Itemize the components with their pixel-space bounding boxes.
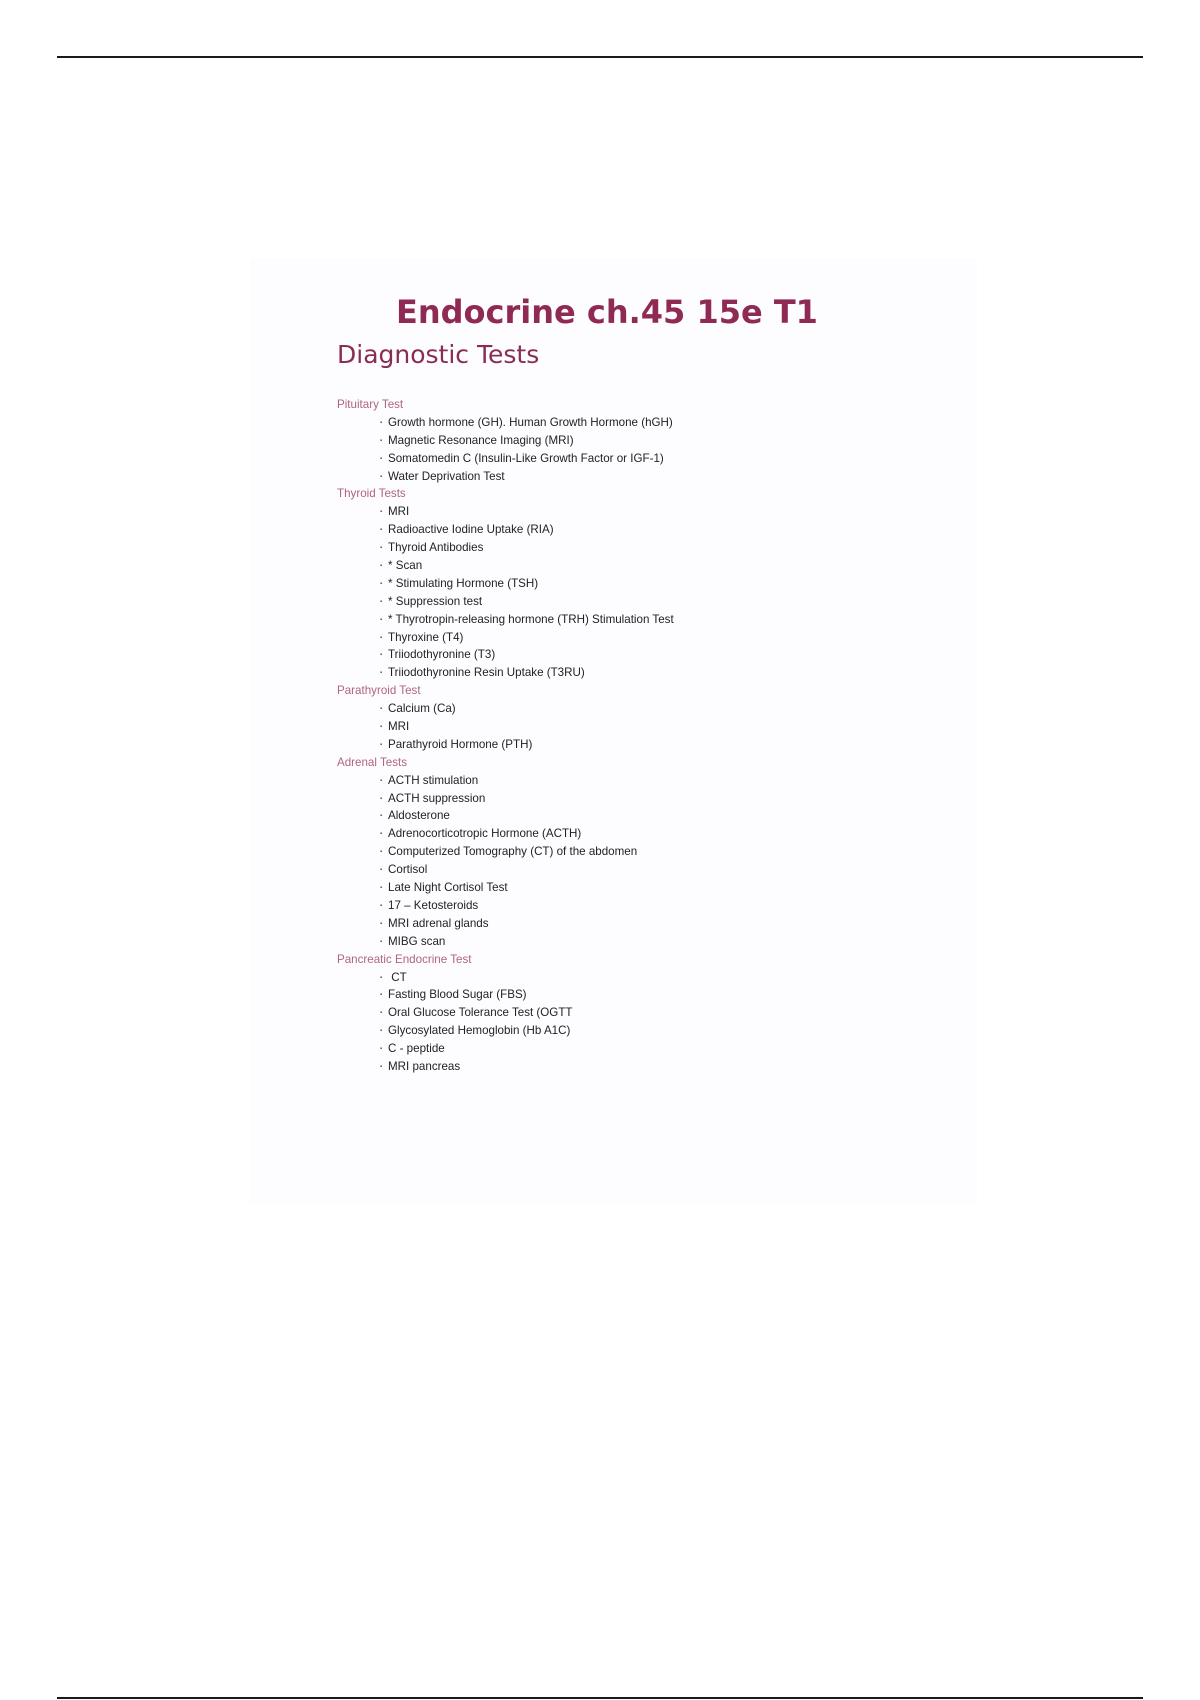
list-item: ▪ Thyroid Antibodies [380,539,937,557]
list-item: ▪ Somatomedin C (Insulin-Like Growth Factor or IGF-1) [380,450,937,468]
diagnostic-tests-list [337,396,937,1076]
list-item: ▪ Magnetic Resonance Imaging (MRI) [380,432,937,450]
list-item: ▪ MIBG scan [380,933,937,951]
list-item: ▪ Glycosylated Hemoglobin (Hb A1C) [380,1022,937,1040]
section-pancreatic [337,951,937,1076]
test-list [337,969,937,1076]
document-title: Endocrine ch.45 15e T1 [396,293,818,331]
test-list [337,700,937,754]
list-item: ▪ Growth hormone (GH). Human Growth Hormone (hGH) [380,414,937,432]
list-item: ▪ MRI adrenal glands [380,915,937,933]
section-heading: Pancreatic Endocrine Test [337,952,472,966]
section-heading: Pituitary Test [337,398,404,411]
list-item: ▪ Radioactive Iodine Uptake (RIA) [380,521,937,539]
list-item: ▪ * Thyrotropin-releasing hormone (TRH) Stimulation Test [380,611,937,629]
list-item: ▪ * Stimulating Hormone (TSH) [380,575,937,593]
list-item: ▪ Late Night Cortisol Test [380,879,937,897]
list-item: ▪ Computerized Tomography (CT) of the abdomen [380,843,937,861]
list-item: ▪ * Scan [380,557,937,575]
test-list [337,414,937,486]
list-item: ▪ MRI [380,503,937,521]
bottom-rule [57,1697,1143,1699]
section-heading: Adrenal Tests [337,755,408,769]
list-item: ▪ Triiodothyronine Resin Uptake (T3RU) [380,664,937,682]
list-item: ▪ ACTH suppression [380,790,937,808]
list-item: ▪ MRI [380,718,937,736]
section-parathyroid [337,682,937,754]
section-heading: Thyroid Tests [337,487,406,501]
section-adrenal [337,754,937,951]
list-item: ▪ 17 – Ketosteroids [380,897,937,915]
list-item: ▪ MRI pancreas [380,1058,937,1076]
list-item: ▪ Aldosterone [380,807,937,825]
list-item: ▪ Calcium (Ca) [380,700,937,718]
section-heading: Parathyroid Test [337,684,421,698]
list-item: ▪ Triiodothyronine (T3) [380,646,937,664]
list-item: ▪ Parathyroid Hormone (PTH) [380,736,937,754]
section-pituitary [337,396,937,485]
section-thyroid [337,485,937,682]
list-item: ▪ ACTH stimulation [380,772,937,790]
list-item: ▪ Oral Glucose Tolerance Test (OGTT [380,1004,937,1022]
list-item: ▪ Adrenocorticotropic Hormone (ACTH) [380,825,937,843]
list-item: ▪ Fasting Blood Sugar (FBS) [380,986,937,1004]
list-item: ▪ Thyroxine (T4) [380,629,937,647]
list-item: ▪ * Suppression test [380,593,937,611]
test-list [337,503,937,682]
list-item: ▪ CT [380,969,937,987]
list-item: ▪ Cortisol [380,861,937,879]
document-subtitle: Diagnostic Tests [337,340,540,369]
top-rule [57,56,1143,58]
test-list [337,772,937,951]
list-item: ▪ C - peptide [380,1040,937,1058]
list-item: ▪ Water Deprivation Test [380,468,937,486]
